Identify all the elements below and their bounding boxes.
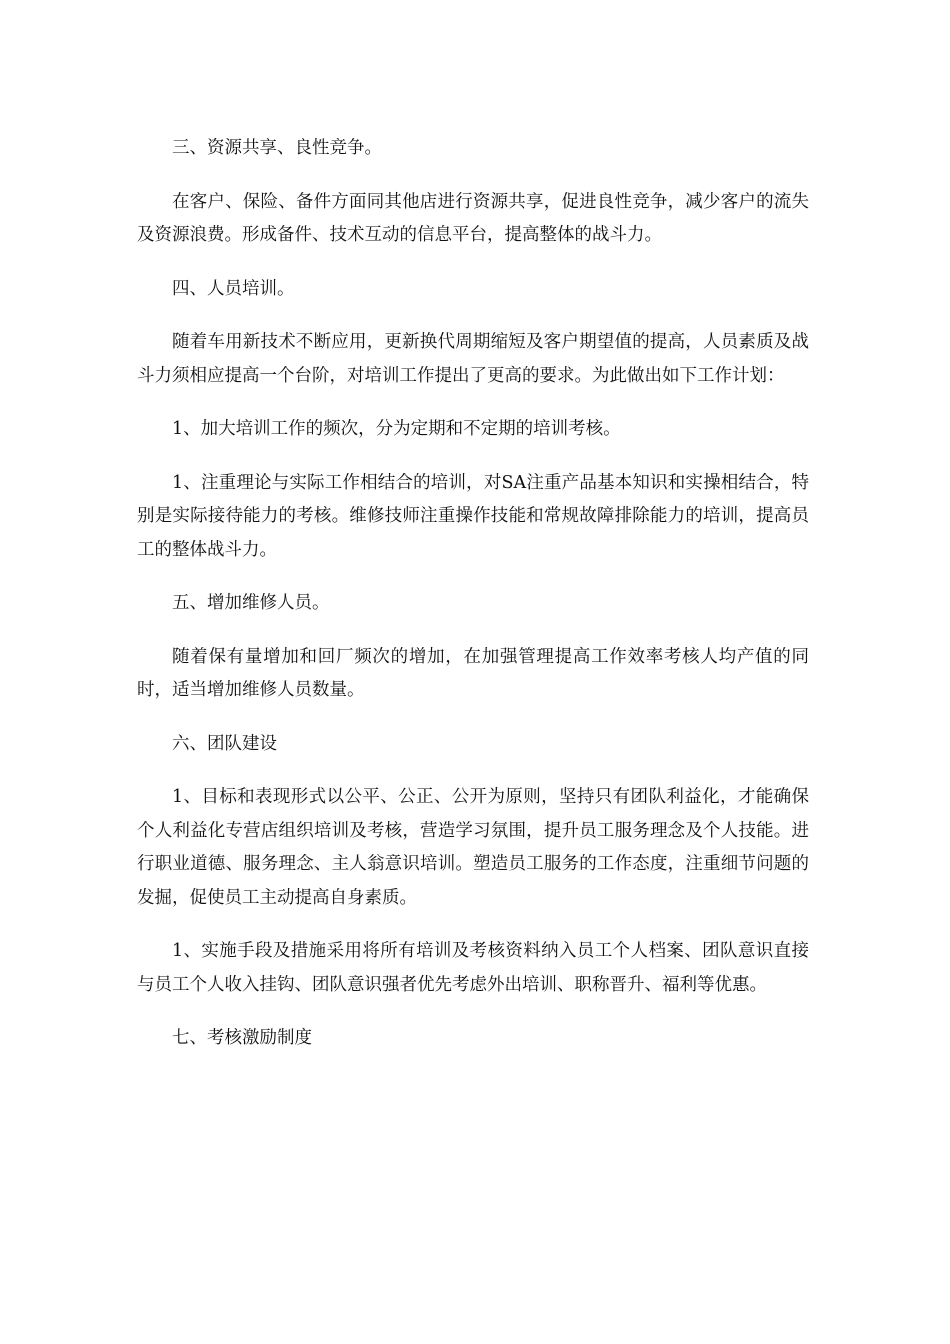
list-item-training-frequency: 1、加大培训工作的频次，分为定期和不定期的培训考核。 <box>172 419 621 439</box>
document-body <box>137 132 809 1056</box>
list-item-team-measures: 1、实施手段及措施采用将所有培训及考核资料纳入员工个人档案、团队意识直接与员工个人收入挂钩、团队意识强者优先考虑外出培训、职称晋升、福利等优惠。 <box>137 941 809 995</box>
section-heading-7: 七、考核激励制度 <box>172 1028 312 1048</box>
paragraph-add-staff: 随着保有量增加和回厂频次的增加，在加强管理提高工作效率考核人均产值的同时，适当增加维修人员数量。 <box>137 646 809 700</box>
section-heading-5: 五、增加维修人员。 <box>172 593 330 613</box>
paragraph-resource-sharing: 在客户、保险、备件方面同其他店进行资源共享，促进良性竞争，减少客户的流失及资源浪费。形成备件、技术互动的信息平台，提高整体的战斗力。 <box>137 191 809 245</box>
section-heading-3: 三、资源共享、良性竞争。 <box>172 138 382 158</box>
section-heading-6: 六、团队建设 <box>172 733 277 754</box>
section-heading-4: 四、人员培训。 <box>172 278 295 299</box>
paragraph-training-intro: 随着车用新技术不断应用，更新换代周期缩短及客户期望值的提高，人员素质及战斗力须相应提高一个台阶，对培训工作提出了更高的要求。为此做出如下工作计划： <box>137 332 809 386</box>
list-item-team-goals: 1、目标和表现形式以公平、公正、公开为原则，坚持只有团队利益化，才能确保个人利益化专营店组织培训及考核，营造学习氛围，提升员工服务理念及个人技能。进行职业道德、服务理念、主人翁意识培训。塑造员工服务的工作态度，注重细节问题的发掘，促使员工主动提高自身素质。 <box>137 787 809 908</box>
list-item-training-practice: 1、注重理论与实际工作相结合的培训，对SA注重产品基本知识和实操相结合，特别是实际接待能力的考核。维修技师注重操作技能和常规故障排除能力的培训，提高员工的整体战斗力。 <box>137 472 809 560</box>
